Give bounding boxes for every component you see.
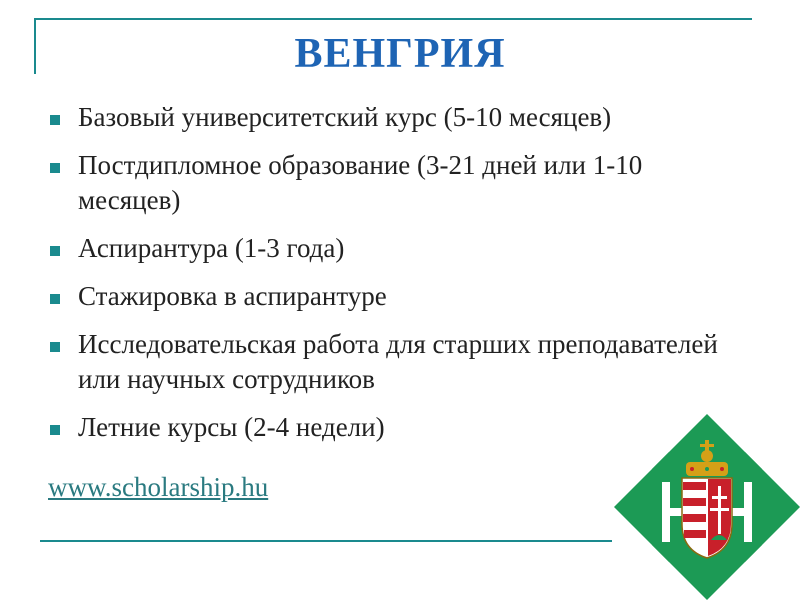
bullet-item-summer-courses: Летние курсы (2-4 недели) [48, 410, 748, 445]
scholarship-link[interactable]: www.scholarship.hu [48, 472, 269, 502]
top-rule [34, 18, 752, 20]
bullet-list [48, 100, 748, 458]
bottom-rule [40, 540, 612, 542]
bullet-item-basic-course: Базовый университетский курс (5-10 месяцев) [48, 100, 748, 135]
bullet-item-postgraduate: Постдипломное образование (3-21 дней или 1-10 месяцев) [48, 148, 748, 218]
slide-title: ВЕНГРИЯ [294, 31, 506, 77]
bullet-item-internship: Стажировка в аспирантуре [48, 279, 748, 314]
hungary-emblem-icon [612, 412, 800, 602]
bullet-item-research: Исследовательская работа для старших преподавателей или научных сотрудников [48, 327, 748, 397]
bullet-item-phd: Аспирантура (1-3 года) [48, 231, 748, 266]
